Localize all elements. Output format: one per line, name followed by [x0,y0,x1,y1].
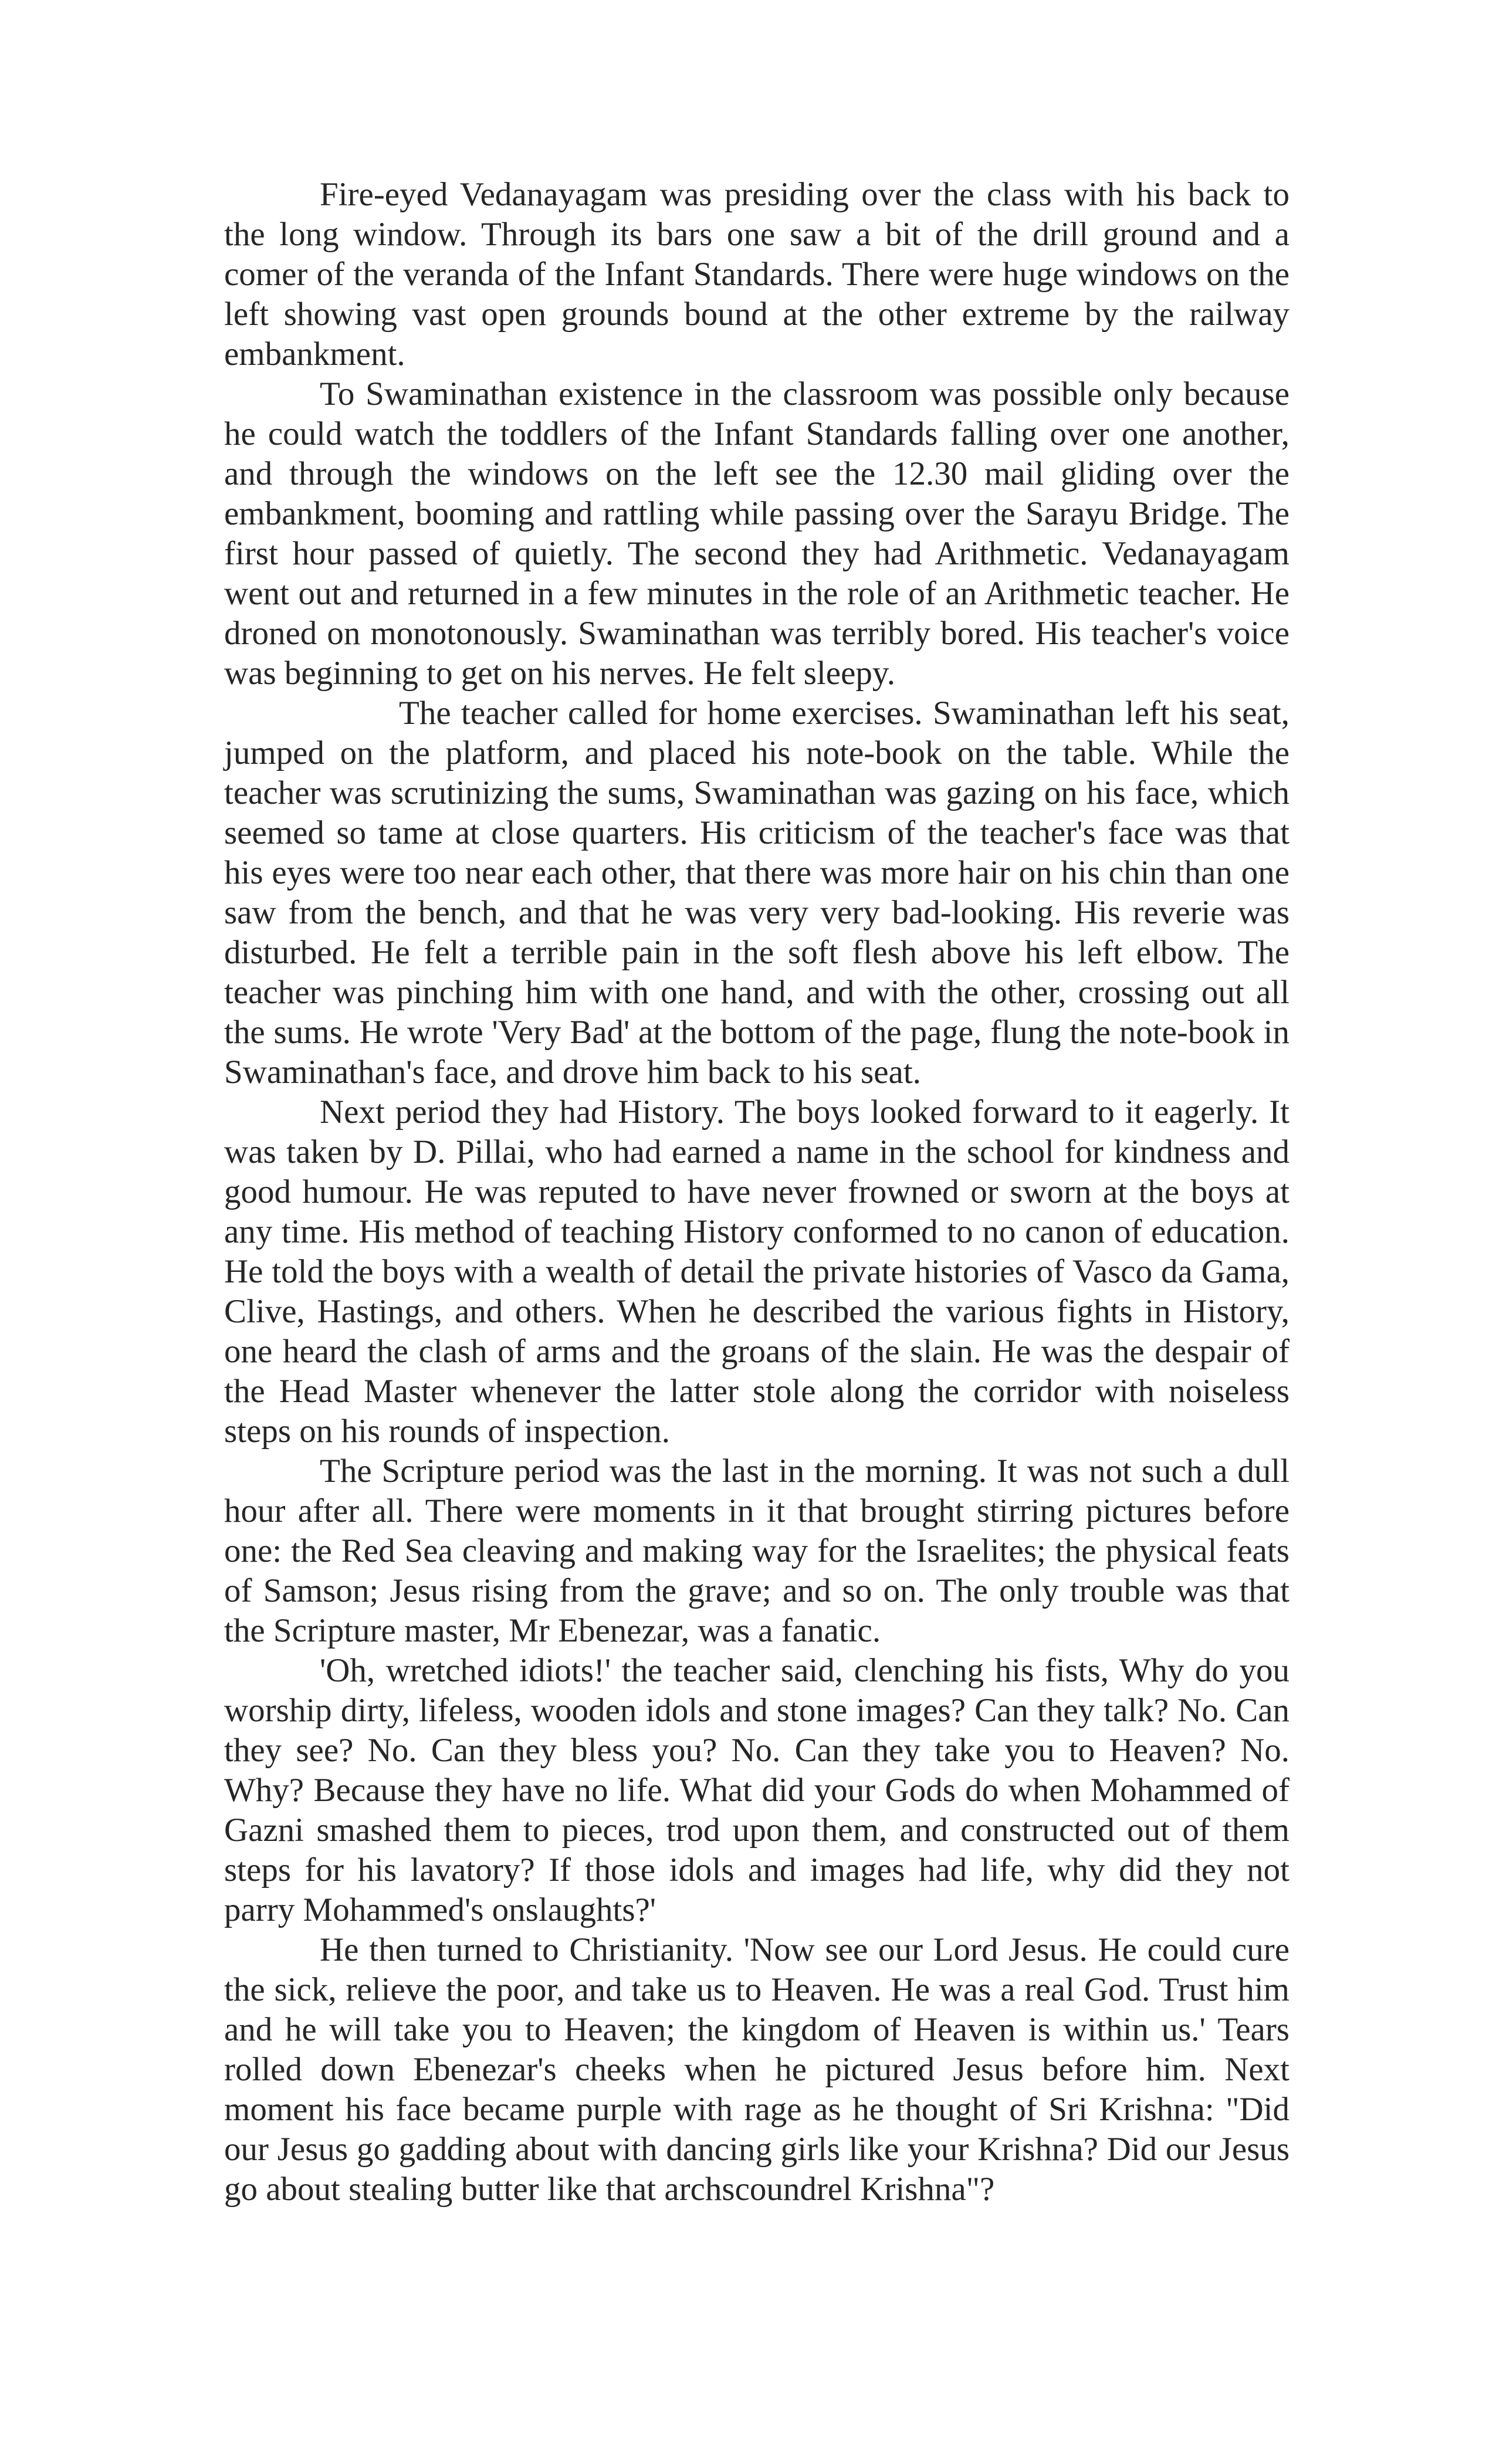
paragraph-teacher-speech: 'Oh, wretched idiots!' the teacher said, clenching his fists, Why do you worship dirty, lifeless, wooden idols and stone images? Can they talk? No. Can they see? No. Can they bless you? No. Can they take you to Heaven? No. Why? Because they have no life. What did your Gods do when Mohammed of Gazni smashed them to pieces, trod upon them, and constructed out of them steps for his lavatory? If those idols and images had life, why did they not parry Mohammed's onslaughts?' [224,1652,1289,1928]
paragraph-christianity: He then turned to Christianity. 'Now see our Lord Jesus. He could cure the sick, relieve the poor, and take us to Heaven. He was a real God. Trust him and he will take you to Heaven; the kingdom of Heaven is within us.' Tears rolled down Ebenezar's cheeks when he pictured Jesus before him. Next moment his face became purple with rage as he thought of Sri Krishna: "Did our Jesus go gadding about with dancing girls like your Krishna? Did our Jesus go about stealing butter like that archscoundrel Krishna"? [224,1931,1289,2208]
paragraph-swaminathan-bored: To Swaminathan existence in the classroom was possible only because he could watch the toddlers of the Infant Standards falling over one another, and through the windows on the left see the 12.30 mail gliding over the embankment, booming and rattling while passing over the Sarayu Bridge. The first hour passed of quietly. The second they had Arithmetic. Vedanayagam went out and returned in a few minutes in the role of an Arithmetic teacher. He droned on monotonously. Swaminathan was terribly bored. His teacher's voice was beginning to get on his nerves. He felt sleepy. [224,375,1289,692]
paragraph-history-period: Next period they had History. The boys looked forward to it eagerly. It was taken by D. Pillai, who had earned a name in the school for kindness and good humour. He was reputed to have never frowned or sworn at the boys at any time. His method of teaching History conformed to no canon of education. He told the boys with a wealth of detail the private histories of Vasco da Gama, Clive, Hastings, and others. When he described the various fights in History, one heard the clash of arms and the groans of the slain. He was the despair of the Head Master whenever the latter stole along the corridor with noiseless steps on his rounds of inspection. [224,1094,1289,1450]
paragraph-classroom-setting: Fire-eyed Vedanayagam was presiding over the class with his back to the long window. Through its bars one saw a bit of the drill ground and a comer of the veranda of the Infant Standards. There were huge windows on the left showing vast open grounds bound at the other extreme by the railway embankment. [224,176,1289,373]
body-text [224,175,1289,2209]
paragraph-scripture-period: The Scripture period was the last in the morning. It was not such a dull hour after all. There were moments in it that brought stirring pictures before one: the Red Sea cleaving and making way for the Israelites; the physical feats of Samson; Jesus rising from the grave; and so on. The only trouble was that the Scripture master, Mr Ebenezar, was a fanatic. [224,1453,1289,1649]
paragraph-home-exercises: The teacher called for home exercises. Swaminathan left his seat, jumped on the platform, and placed his note-book on the table. While the teacher was scrutinizing the sums, Swaminathan was gazing on his face, which seemed so tame at close quarters. His criticism of the teacher's face was that his eyes were too near each other, that there was more hair on his chin than one saw from the bench, and that he was very very bad-looking. His reverie was disturbed. He felt a terrible pain in the soft flesh above his left elbow. The teacher was pinching him with one hand, and with the other, crossing out all the sums. He wrote 'Very Bad' at the bottom of the page, flung the note-book in Swaminathan's face, and drove him back to his seat. [224,695,1289,1091]
